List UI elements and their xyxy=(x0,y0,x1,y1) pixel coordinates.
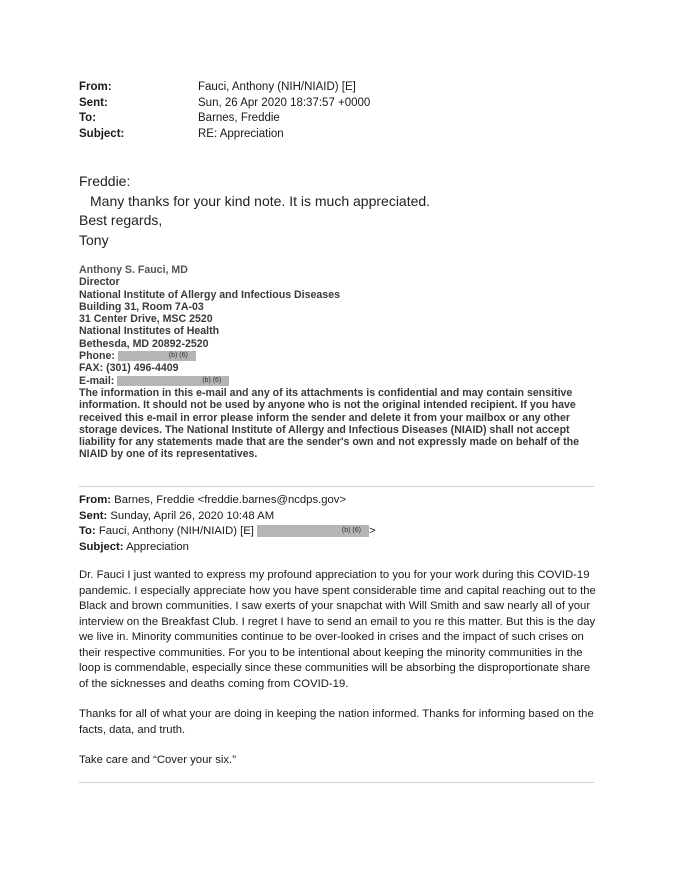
orig-to-end: > xyxy=(368,525,376,537)
signature-block xyxy=(79,264,599,461)
sig-fax: FAX: (301) 496-4409 xyxy=(79,362,179,375)
orig-subject-label: Subject: xyxy=(79,540,124,553)
orig-sent-value: Sunday, April 26, 2020 10:48 AM xyxy=(110,509,275,522)
subject-value: RE: Appreciation xyxy=(198,127,284,140)
divider-top xyxy=(79,486,594,487)
sent-label: Sent: xyxy=(79,96,108,109)
body-paragraph-3: Take care and “Cover your six.” xyxy=(79,754,236,766)
orig-to-label: To: xyxy=(79,525,96,537)
subject-label: Subject: xyxy=(79,127,125,140)
reply-closing: Best regards, xyxy=(79,212,163,228)
sig-city: Bethesda, MD 20892-2520 xyxy=(79,337,209,350)
reply-signoff: Tony xyxy=(79,231,109,248)
reply-line: Many thanks for your kind note. It is much appreciated. xyxy=(90,192,431,209)
sig-institute: National Institutes of Health xyxy=(79,325,220,338)
original-body xyxy=(79,568,599,784)
sig-org: National Institute of Allergy and Infectious Diseases xyxy=(79,288,340,301)
sent-value: Sun, 26 Apr 2020 18:37:57 +0000 xyxy=(198,96,371,109)
to-label: To: xyxy=(79,112,97,124)
sig-building: Building 31, Room 7A-03 xyxy=(79,300,204,313)
sig-title: Director xyxy=(79,276,120,289)
body-paragraph-2: Thanks for all of what your are doing in keeping the nation informed. Thanks for informing based on the facts, data, and truth. xyxy=(79,708,594,736)
orig-subject-value: Appreciation xyxy=(126,540,189,553)
reply-header xyxy=(79,80,370,142)
body-paragraph-1: Dr. Fauci I just wanted to express my profound appreciation to you for your work during this COVID-19 pandemic. I especially appreciate how you have spent considerable time and capital reaching out to the Black and brown communities. I saw exerts of your snapchat with Will Smith and saw nearly all of your interview on the Breakfast Club. I regret I have to send an email to you re this matter. But this is the day we live in. Minority communities continue to be over-looked in crises and the impact of such crises on their respective communities. For you to be intentional about keeping the minority communities in the loop is commendable, especially since these communities will be absorbing the disproportionate share of the sicknesses and deaths coming from COVID-19. xyxy=(79,569,596,690)
orig-to-redaction: (b) (6) xyxy=(257,525,369,537)
sig-phone xyxy=(79,350,599,362)
email-redaction: (b) (6) xyxy=(117,376,229,386)
orig-to-value: Fauci, Anthony (NIH/NIAID) [E] xyxy=(98,525,254,537)
from-value: Fauci, Anthony (NIH/NIAID) [E] xyxy=(198,81,356,93)
reply-greeting: Freddie: xyxy=(79,173,131,189)
sig-disclaimer: The information in this e-mail and any of its attachments is confidential and may contain sensitive information. It should not be used by anyone who is not the original intended recipient. If you have received this e-mail in error please inform the sender and delete it from your mailbox or any other storage devices. The National Institute of Allergy and Infectious Diseases (NIAID) shall not accept liability for any statements made that are the sender's own and not expressly made on behalf of the NIAID by one of its representatives. xyxy=(79,386,579,461)
sig-name: Anthony S. Fauci, MD xyxy=(79,264,188,276)
phone-redaction: (b) (6) xyxy=(118,351,196,361)
orig-sent-label: Sent: xyxy=(79,509,108,522)
divider-bottom xyxy=(79,782,594,783)
orig-from-value: Barnes, Freddie <freddie.barnes@ncdps.gov> xyxy=(114,494,347,506)
sig-street: 31 Center Drive, MSC 2520 xyxy=(79,313,213,326)
from-label: From: xyxy=(79,81,112,93)
email-label: E-mail: xyxy=(79,374,115,387)
reply-body xyxy=(79,172,430,250)
orig-from-label: From: xyxy=(79,494,112,506)
to-value: Barnes, Freddie xyxy=(198,112,280,124)
sig-email xyxy=(79,375,599,387)
original-header xyxy=(79,493,376,555)
phone-label: Phone: xyxy=(79,350,115,363)
